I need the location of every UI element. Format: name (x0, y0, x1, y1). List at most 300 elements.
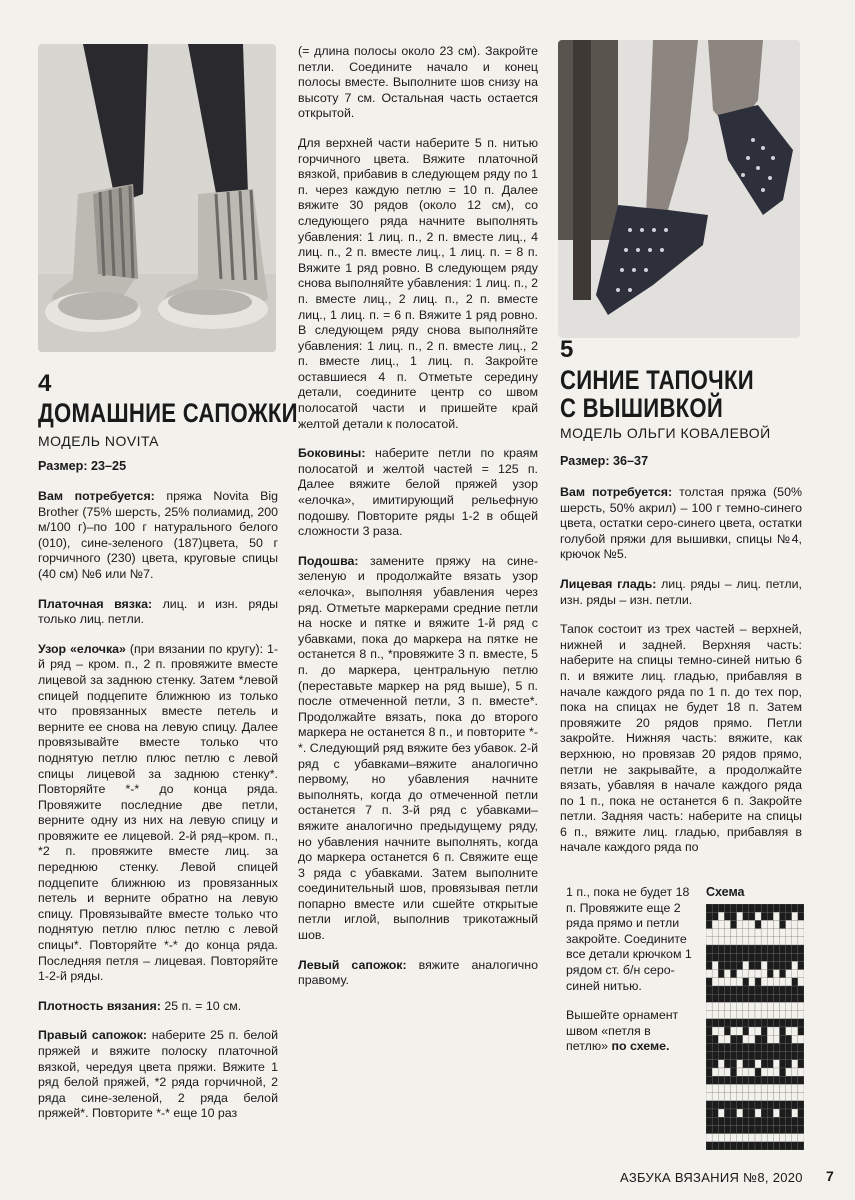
scheme-cell (773, 1043, 779, 1051)
scheme-cell (767, 970, 773, 978)
scheme-cell (724, 945, 730, 953)
scheme-cell (798, 1084, 804, 1092)
scheme-cell (706, 929, 712, 937)
scheme-cell (792, 1109, 798, 1117)
right-boot-label: Правый сапожок: (38, 1028, 148, 1043)
scheme-cell (743, 920, 749, 928)
density-text: 25 п. = 10 см. (164, 998, 242, 1013)
scheme-cell (773, 920, 779, 928)
materials-paragraph (38, 489, 278, 583)
scheme-cell (773, 937, 779, 945)
scheme-cell (755, 904, 761, 912)
scheme-cell (786, 1093, 792, 1101)
size-label: Размер: (38, 459, 88, 473)
scheme-cell (767, 1076, 773, 1084)
scheme-cell (749, 970, 755, 978)
scheme-cell (761, 961, 767, 969)
scheme-cell (798, 1117, 804, 1125)
scheme-cell (718, 970, 724, 978)
scheme-cell (718, 994, 724, 1002)
scheme-cell (798, 1060, 804, 1068)
scheme-cell (737, 1101, 743, 1109)
scheme-cell (706, 1052, 712, 1060)
scheme-cell (737, 912, 743, 920)
scheme-cell (761, 1109, 767, 1117)
scheme-cell (724, 1043, 730, 1051)
scheme-cell (755, 1002, 761, 1010)
scheme-cell (773, 978, 779, 986)
cont-paragraph-2: Для верхней части наберите 5 п. нитью горчичного цвета. Вяжите платочной вязкой, прибавив в следующем ряду по 1 п. через каждую петлю = 10 п. Далее вяжите 30 рядов (около 12 см), со следующего ряда начните выполнять убавления: 1 лиц. п., 2 п. вместе лиц., 4 лиц. п., 2 п. вместе лиц., 1 лиц. п. = 8 п. Вяжите 1 ряд ровно. В следующем ряду снова выполняйте убавления: 1 лиц. п., 2 п. вместе лиц., 2 лиц. п., 2 п. вместе лиц., 1 лиц. п. = 6 п. Вяжите 1 ряд ровно. В следующем ряду снова выполняйте убавления: 1 лиц. п., 2 п. вместе лиц., 2 п. вместе лиц., 1 лиц. п. Закройте оставшиеся 4 п. Отметьте середину детали, соедините центр со швом полосатой части и пришейте край желтой детали к полосатой. (298, 135, 538, 431)
scheme-cell (718, 961, 724, 969)
scheme-cell (724, 986, 730, 994)
scheme-cell (749, 1052, 755, 1060)
scheme-cell (749, 1109, 755, 1117)
scheme-cell (780, 1068, 786, 1076)
scheme-cell (786, 970, 792, 978)
scheme-cell (731, 994, 737, 1002)
cont-paragraph-1: (= длина полосы около 23 см). Закройте петли. Соедините начало и конец полосы вместе. Выполните шов снизу на высоту 7 см. Остальная часть остается открытой. (298, 44, 538, 121)
scheme-cell (731, 929, 737, 937)
scheme-cell (706, 937, 712, 945)
scheme-cell (773, 970, 779, 978)
scheme-cell (786, 920, 792, 928)
scheme-cell (767, 1035, 773, 1043)
scheme-cell (749, 1002, 755, 1010)
scheme-cell (786, 986, 792, 994)
scheme-cell (792, 1068, 798, 1076)
stockinette-label: Лицевая гладь: (560, 576, 657, 591)
scheme-cell (792, 961, 798, 969)
scheme-cell (712, 1068, 718, 1076)
scheme-cell (767, 1125, 773, 1133)
scheme-cell (712, 1093, 718, 1101)
scheme-cell (773, 1101, 779, 1109)
scheme-cell (755, 1084, 761, 1092)
scheme-cell (755, 1142, 761, 1150)
scheme-cell (761, 1035, 767, 1043)
scheme-cell (749, 1142, 755, 1150)
scheme-cell (724, 953, 730, 961)
sole-paragraph (298, 554, 538, 944)
scheme-cell (731, 1134, 737, 1142)
scheme-cell (780, 1093, 786, 1101)
scheme-cell (743, 937, 749, 945)
scheme-cell (773, 1068, 779, 1076)
scheme-cell (780, 1035, 786, 1043)
pattern-text: (при вязании по кругу): 1-й ряд – кром. п., 2 п. провяжите вместе лицевой за заднюю стенку. Затем *левой спицей подцепите ближнюю из только что провязанных вместе петель и верните ее снова на левую спицу. Далее провязывайте вместе только что поднятую петлю плюс петлю с левой спицы лицевой за заднюю стенку*. Повторяйте *-* до конца ряда. Провяжите последние две петли, верните одну из них на левую спицу и провяжите ее лицевой. 2-й ряд–кром. п., *2 п. провяжите вместе лиц. за переднюю стенку. Левой спицей подцепите ближнюю из провязанных петель и верните обратно на левую спицу. Провязывайте вместе только что поднятую петлю плюс петлю с левой спицы*. Повторяйте *-* до конца ряда. Последняя петля – лицевая. Повторяйте 1-2-й ряды. (38, 641, 278, 984)
scheme-cell (724, 961, 730, 969)
scheme-cell (749, 920, 755, 928)
scheme-cell (798, 1109, 804, 1117)
scheme-cell (780, 1011, 786, 1019)
scheme-cell (706, 1035, 712, 1043)
scheme-cell (761, 1101, 767, 1109)
scheme-cell (761, 945, 767, 953)
scheme-cell (737, 1052, 743, 1060)
scheme-cell (731, 1142, 737, 1150)
scheme-cell (749, 1060, 755, 1068)
scheme-cell (755, 920, 761, 928)
scheme-cell (786, 1052, 792, 1060)
scheme-cell (755, 1117, 761, 1125)
scheme-cell (755, 1035, 761, 1043)
scheme-cell (792, 1134, 798, 1142)
scheme-cell (755, 945, 761, 953)
scheme-cell (780, 1076, 786, 1084)
scheme-cell (792, 945, 798, 953)
scheme-cell (712, 920, 718, 928)
column-2-text (298, 44, 538, 1003)
scheme-cell (792, 994, 798, 1002)
scheme-cell (737, 1019, 743, 1027)
sides-text: наберите петли по краям полосатой и желтой частей = 125 п. Далее вяжите белой пряжей узор «елочка», имитирующий рельефную подошву. Повторите ряды 1-2 в общей сложности 3 раза. (298, 446, 538, 539)
scheme-cell (755, 1093, 761, 1101)
scheme-cell (792, 1093, 798, 1101)
scheme-cell (706, 1084, 712, 1092)
scheme-cell (780, 953, 786, 961)
scheme-cell (792, 978, 798, 986)
scheme-cell (749, 994, 755, 1002)
scheme-cell (749, 1027, 755, 1035)
scheme-cell (755, 1109, 761, 1117)
scheme-cell (761, 994, 767, 1002)
scheme-cell (755, 1101, 761, 1109)
scheme-cell (724, 904, 730, 912)
scheme-cell (773, 1076, 779, 1084)
scheme-cell (724, 1125, 730, 1133)
scheme-cell (706, 1134, 712, 1142)
magazine-footer: АЗБУКА ВЯЗАНИЯ №8, 2020 (620, 1170, 803, 1185)
scheme-cell (773, 1052, 779, 1060)
scheme-cell (731, 1002, 737, 1010)
scheme-cell (755, 961, 761, 969)
scheme-cell (712, 904, 718, 912)
scheme-cell (712, 1142, 718, 1150)
scheme-cell (761, 1084, 767, 1092)
scheme-cell (761, 1019, 767, 1027)
scheme-cell (737, 994, 743, 1002)
model-5-size (560, 454, 648, 468)
scheme-cell (767, 929, 773, 937)
scheme-cell (792, 1002, 798, 1010)
scheme-cell (786, 929, 792, 937)
scheme-cell (743, 978, 749, 986)
scheme-cell (755, 1043, 761, 1051)
garter-label: Платочная вязка: (38, 596, 153, 611)
scheme-cell (724, 912, 730, 920)
scheme-cell (749, 1035, 755, 1043)
scheme-cell (767, 1068, 773, 1076)
scheme-cell (706, 953, 712, 961)
scheme-cell (731, 1027, 737, 1035)
scheme-cell (706, 1011, 712, 1019)
left-boot-text: вяжите аналогично правому. (298, 957, 538, 988)
scheme-cell (731, 1125, 737, 1133)
scheme-cell (743, 945, 749, 953)
left-boot-label: Левый сапожок: (298, 957, 407, 972)
materials-5-text: толстая пряжа (50% шерсть, 50% акрил) – 100 г темно-синего цвета, остатки серо-синего цвета, остатки голубой пряжи для вышивки, спицы №4, крючок №5. (560, 485, 802, 562)
column-3-narrow-text (566, 885, 692, 1069)
scheme-cell (706, 1093, 712, 1101)
scheme-cell (743, 1117, 749, 1125)
embroidery-bold: по схеме. (611, 1039, 670, 1054)
scheme-cell (798, 937, 804, 945)
scheme-cell (724, 1117, 730, 1125)
scheme-cell (718, 912, 724, 920)
scheme-cell (724, 978, 730, 986)
scheme-cell (786, 1060, 792, 1068)
scheme-cell (737, 1117, 743, 1125)
scheme-cell (718, 945, 724, 953)
scheme-cell (773, 1019, 779, 1027)
scheme-cell (749, 1117, 755, 1125)
scheme-cell (786, 912, 792, 920)
scheme-cell (712, 1027, 718, 1035)
scheme-cell (786, 1027, 792, 1035)
scheme-cell (718, 1027, 724, 1035)
scheme-cell (712, 1019, 718, 1027)
scheme-cell (749, 945, 755, 953)
model-4-title: ДОМАШНИЕ САПОЖКИ (38, 398, 298, 428)
scheme-cell (724, 1002, 730, 1010)
scheme-cell (712, 1043, 718, 1051)
model-5-number: 5 (560, 336, 574, 363)
scheme-cell (767, 1052, 773, 1060)
scheme-cell (773, 1002, 779, 1010)
scheme-cell (712, 1011, 718, 1019)
scheme-cell (718, 1093, 724, 1101)
construction-cont: 1 п., пока не будет 18 п. Провяжите еще 2 ряда прямо и петли закройте. Соедините все детали крючком 1 рядом ст. б/н серо-синей нитью. (566, 885, 692, 993)
scheme-cell (798, 920, 804, 928)
scheme-cell (798, 904, 804, 912)
scheme-cell (731, 970, 737, 978)
scheme-cell (761, 1142, 767, 1150)
scheme-cell (724, 1052, 730, 1060)
scheme-cell (780, 1019, 786, 1027)
scheme-cell (743, 1125, 749, 1133)
scheme-cell (761, 970, 767, 978)
scheme-cell (724, 1134, 730, 1142)
scheme-cell (712, 1060, 718, 1068)
scheme-cell (718, 1101, 724, 1109)
scheme-cell (767, 904, 773, 912)
scheme-cell (798, 929, 804, 937)
scheme-cell (780, 961, 786, 969)
scheme-cell (731, 1093, 737, 1101)
scheme-cell (798, 1093, 804, 1101)
scheme-cell (749, 1125, 755, 1133)
scheme-cell (749, 1043, 755, 1051)
scheme-cell (731, 1060, 737, 1068)
scheme-cell (786, 904, 792, 912)
construction-paragraph: Тапок состоит из трех частей – верхней, нижней и задней. Верхняя часть: наберите на спицы темно-синей нитью 6 п. и вяжите лиц. гладью, прибавляя в начале каждого ряда по 1 п. до тех пор, пока на спицах не будет 18 п. Затем провяжите 20 рядов прямо. Петли закройте. Нижняя часть: вяжите, как верхнюю, но провязав 20 рядов прямо, петли не закрывайте, а продолжайте вязать, убавляя в начале каждого ряда по 1 п., пока не останется 6 п. Закройте петли. Задняя часть: наберите на спицы 6 п., вяжите лиц. гладью, прибавляя в начале каждого ряда по (560, 622, 802, 855)
scheme-cell (712, 961, 718, 969)
scheme-cell (780, 1043, 786, 1051)
scheme-cell (798, 1068, 804, 1076)
scheme-cell (792, 953, 798, 961)
scheme-cell (743, 1093, 749, 1101)
scheme-cell (798, 1125, 804, 1133)
scheme-cell (786, 1109, 792, 1117)
scheme-cell (761, 1093, 767, 1101)
scheme-cell (718, 978, 724, 986)
scheme-cell (773, 1035, 779, 1043)
scheme-cell (780, 929, 786, 937)
scheme-cell (773, 912, 779, 920)
scheme-cell (792, 937, 798, 945)
scheme-cell (792, 970, 798, 978)
scheme-cell (767, 978, 773, 986)
scheme-cell (798, 1076, 804, 1084)
scheme-cell (731, 986, 737, 994)
scheme-cell (737, 1011, 743, 1019)
scheme-cell (731, 945, 737, 953)
scheme-cell (749, 937, 755, 945)
scheme-cell (767, 994, 773, 1002)
scheme-cell (767, 1060, 773, 1068)
scheme-cell (731, 978, 737, 986)
scheme-cell (780, 904, 786, 912)
scheme-cell (755, 986, 761, 994)
scheme-cell (773, 961, 779, 969)
scheme-cell (731, 1084, 737, 1092)
scheme-cell (792, 920, 798, 928)
scheme-cell (798, 1011, 804, 1019)
scheme-cell (755, 929, 761, 937)
model-5-designer: МОДЕЛЬ ОЛЬГИ КОВАЛЕВОЙ (560, 425, 771, 441)
scheme-cell (743, 1076, 749, 1084)
scheme-cell (780, 912, 786, 920)
scheme-cell (712, 1134, 718, 1142)
scheme-cell (731, 920, 737, 928)
scheme-cell (761, 1076, 767, 1084)
scheme-cell (712, 937, 718, 945)
scheme-cell (798, 1134, 804, 1142)
scheme-cell (743, 1052, 749, 1060)
scheme-cell (706, 1027, 712, 1035)
scheme-cell (749, 1068, 755, 1076)
scheme-cell (786, 1101, 792, 1109)
stockinette-text: лиц. ряды – лиц. петли, изн. ряды – изн. петли. (560, 576, 802, 607)
scheme-cell (731, 1011, 737, 1019)
scheme-cell (798, 1002, 804, 1010)
scheme-cell (767, 1142, 773, 1150)
scheme-cell (743, 1060, 749, 1068)
scheme-cell (731, 1117, 737, 1125)
scheme-cell (792, 986, 798, 994)
scheme-cell (743, 1134, 749, 1142)
scheme-cell (767, 1117, 773, 1125)
scheme-cell (706, 1109, 712, 1117)
scheme-cell (731, 1035, 737, 1043)
scheme-cell (792, 929, 798, 937)
scheme-cell (712, 912, 718, 920)
materials-5-paragraph (560, 485, 802, 563)
scheme-cell (755, 994, 761, 1002)
scheme-cell (780, 937, 786, 945)
scheme-cell (767, 1109, 773, 1117)
scheme-cell (724, 1011, 730, 1019)
sides-label: Боковины: (298, 446, 366, 461)
scheme-cell (798, 970, 804, 978)
scheme-cell (731, 1043, 737, 1051)
scheme-cell (718, 1076, 724, 1084)
model-4-number: 4 (38, 370, 52, 397)
scheme-cell (761, 1043, 767, 1051)
scheme-cell (780, 1142, 786, 1150)
scheme-cell (798, 1035, 804, 1043)
scheme-cell (737, 1084, 743, 1092)
scheme-cell (724, 1060, 730, 1068)
scheme-cell (743, 994, 749, 1002)
scheme-cell (731, 937, 737, 945)
scheme-cell (712, 994, 718, 1002)
scheme-cell (755, 1019, 761, 1027)
scheme-cell (767, 953, 773, 961)
scheme-cell (706, 978, 712, 986)
scheme-cell (761, 978, 767, 986)
scheme-cell (724, 1068, 730, 1076)
scheme-cell (737, 1027, 743, 1035)
scheme-cell (706, 1076, 712, 1084)
scheme-cell (718, 1043, 724, 1051)
scheme-cell (792, 1060, 798, 1068)
scheme-cell (786, 978, 792, 986)
scheme-cell (761, 1011, 767, 1019)
scheme-cell (737, 937, 743, 945)
scheme-cell (786, 937, 792, 945)
scheme-cell (761, 986, 767, 994)
scheme-cell (780, 994, 786, 1002)
scheme-cell (761, 1052, 767, 1060)
scheme-cell (724, 937, 730, 945)
scheme-cell (798, 994, 804, 1002)
scheme-cell (743, 1011, 749, 1019)
scheme-cell (724, 1093, 730, 1101)
model-4-designer: МОДЕЛЬ NOVITA (38, 433, 159, 449)
scheme-cell (737, 929, 743, 937)
scheme-cell (786, 953, 792, 961)
scheme-cell (737, 953, 743, 961)
scheme-cell (706, 986, 712, 994)
scheme-cell (724, 929, 730, 937)
scheme-cell (755, 970, 761, 978)
scheme-cell (718, 929, 724, 937)
scheme-cell (780, 1027, 786, 1035)
scheme-cell (743, 912, 749, 920)
scheme-cell (786, 1035, 792, 1043)
scheme-cell (737, 961, 743, 969)
embroidery-paragraph (566, 1008, 692, 1055)
scheme-cell (737, 945, 743, 953)
scheme-cell (731, 1109, 737, 1117)
scheme-cell (724, 1109, 730, 1117)
model-5-title-line-1: СИНИЕ ТАПОЧКИ (560, 365, 754, 395)
scheme-cell (737, 1093, 743, 1101)
scheme-cell (761, 929, 767, 937)
scheme-cell (792, 1142, 798, 1150)
scheme-cell (718, 1035, 724, 1043)
scheme-cell (767, 937, 773, 945)
scheme-cell (737, 1134, 743, 1142)
scheme-cell (786, 1019, 792, 1027)
scheme-cell (706, 1142, 712, 1150)
scheme-cell (737, 904, 743, 912)
scheme-cell (706, 1060, 712, 1068)
scheme-cell (767, 1011, 773, 1019)
scheme-cell (773, 945, 779, 953)
embroidery-scheme (706, 904, 804, 1150)
